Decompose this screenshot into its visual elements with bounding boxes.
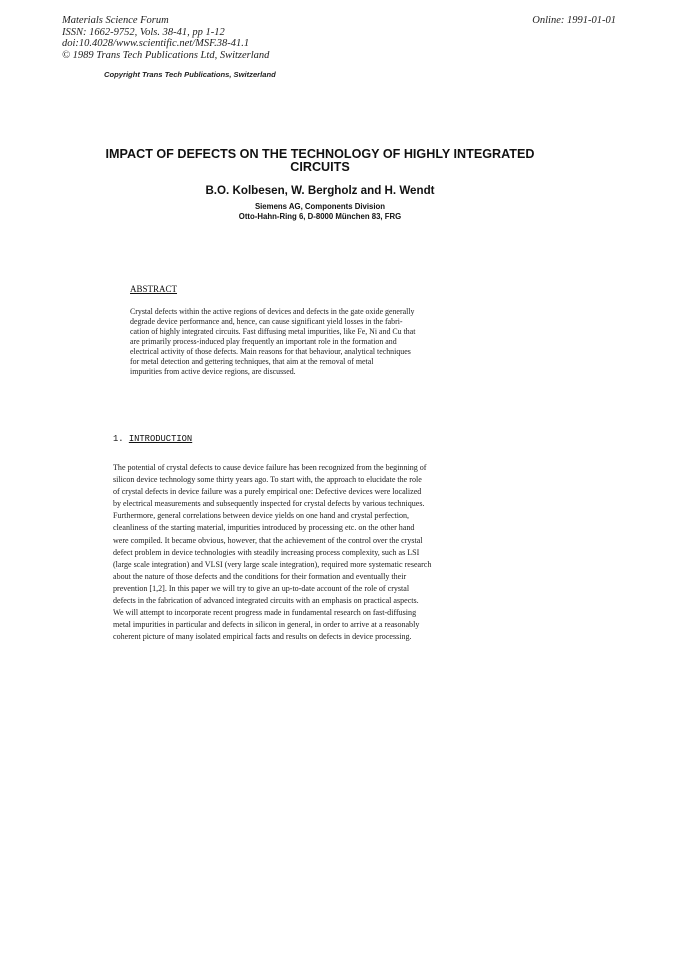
paper-title-line-2: CIRCUITS [290,160,350,174]
online-date: Online: 1991-01-01 [532,15,616,26]
body-line: Furthermore, general correlations between device yields on one hand and crystal perfection, [113,511,410,521]
abstract-line: are primarily process-induced play frequently an important role in the formation and [130,337,397,346]
paper-title-line-1: IMPACT OF DEFECTS ON THE TECHNOLOGY OF HIGHLY INTEGRATED [105,147,535,161]
body-line: by electrical measurements and subsequently inspected for crystal defects by various techniques. [113,499,425,509]
body-line: were compiled. It became obvious, however, that the achievement of the control over the crystal [113,535,423,545]
abstract-line: cation of highly integrated circuits. Fast diffusing metal impurities, like Fe, Ni and Cu that [130,327,416,336]
abstract-heading: ABSTRACT [130,284,178,294]
body-line: (large scale integration) and VLSI (very large scale integration), required more systematic research [113,559,432,569]
section-title: INTRODUCTION [128,434,193,444]
affiliation-line-1: Siemens AG, Components Division [254,202,386,211]
publisher-line: © 1989 Trans Tech Publications Ltd, Switzerland [62,49,270,61]
body-line: defect problem in device technologies with steadily increasing process complexity, such as LSI [113,547,420,557]
copyright-stamp: Copyright Trans Tech Publications, Switzerland [104,70,276,79]
body-line: silicon device technology some thirty years ago. To start with, the approach to elucidate the role [113,475,422,485]
introduction-body [113,462,431,643]
abstract-line: Crystal defects within the active regions of devices and defects in the gate oxide generally [130,307,415,316]
journal-name: Materials Science Forum [62,15,169,26]
body-line: We will attempt to incorporate recent progress made in fundamental research on fast-diffusing [113,608,417,618]
abstract-body [130,307,415,377]
body-line: The potential of crystal defects to cause device failure has been recognized from the beginning of [113,463,427,472]
journal-metadata [62,15,269,61]
section-number: 1. [113,434,124,444]
author-affiliation [140,202,500,221]
introduction-heading [113,434,192,445]
body-line: defects in the fabrication of advanced integrated circuits with an emphasis on practical aspects. [113,596,419,606]
issn-line: ISSN: 1662-9752, Vols. 38-41, pp 1-12 [62,26,225,38]
body-line: of crystal defects in device failure was a purely empirical one: Defective devices were localized [113,487,422,497]
doi-line: doi:10.4028/www.scientific.net/MSF.38-41.1 [62,38,250,50]
abstract-line: impurities from active device regions, are discussed. [130,367,296,376]
body-line: prevention [1,2]. In this paper we will try to give an up-to-date account of the role of crystal [113,583,410,593]
body-line: about the nature of those defects and the conditions for their formation and eventually their [113,571,407,581]
abstract-line: for metal detection and gettering techniques, that aim at the removal of metal [130,357,374,366]
paper-title [80,148,560,174]
paper-authors: B.O. Kolbesen, W. Bergholz and H. Wendt [205,184,435,197]
abstract-line: electrical activity of those defects. Main reasons for that behaviour, analytical techniques [130,347,411,356]
body-line: coherent picture of many isolated empirical facts and results on defects in device processing. [113,632,412,642]
affiliation-line-2: Otto-Hahn-Ring 6, D-8000 München 83, FRG [238,211,402,221]
body-line: cleanliness of the starting material, impurities introduced by processing etc. on the other hand [113,523,415,533]
abstract-line: degrade device performance and, hence, can cause significant yield losses in the fabri- [130,317,403,326]
body-line: metal impurities in particular and defects in silicon in general, in order to arrive at a reasonably [113,620,420,630]
